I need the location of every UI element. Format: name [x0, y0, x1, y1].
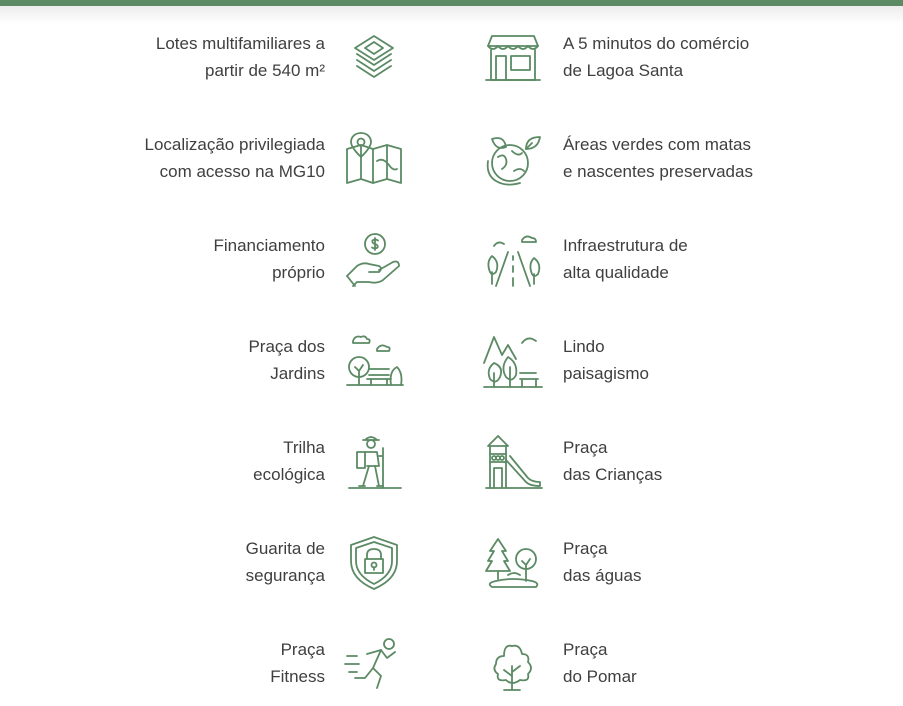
feature-label: Áreas verdes com matas e nascentes preservadas [563, 135, 753, 181]
park-bench-icon [343, 333, 405, 389]
feature-label: Trilha ecológica [253, 438, 325, 484]
hiker-icon [343, 434, 405, 490]
feature-row [0, 636, 903, 706]
header-shadow [0, 6, 903, 24]
store-icon [482, 30, 544, 86]
feature-row [0, 131, 903, 201]
feature-row [0, 434, 903, 504]
feature-row [0, 535, 903, 605]
feature-label: Praça Fitness [270, 640, 325, 686]
feature-label: Praça das Crianças [563, 438, 663, 484]
landscape-icon [482, 333, 544, 389]
feature-label: Localização privilegiada com acesso na MG10 [144, 135, 325, 181]
feature-label: Financiamento próprio [213, 236, 325, 282]
shield-lock-icon [343, 535, 405, 591]
feature-label: Praça do Pomar [563, 640, 637, 686]
playground-icon [482, 434, 544, 490]
tree-icon [482, 636, 544, 692]
feature-label: A 5 minutos do comércio de Lagoa Santa [563, 34, 750, 80]
feature-label: Praça dos Jardins [248, 337, 325, 383]
feature-label: Guarita de segurança [245, 539, 325, 585]
map-pin-icon [343, 131, 405, 187]
runner-icon [343, 636, 405, 692]
road-icon [482, 232, 544, 288]
feature-label: Praça das águas [563, 539, 642, 585]
feature-row [0, 333, 903, 403]
feature-row [0, 30, 903, 100]
feature-label: Lindo paisagismo [563, 337, 649, 383]
feature-row [0, 232, 903, 302]
globe-leaf-icon [482, 131, 544, 187]
layers-icon [343, 30, 405, 86]
fountain-park-icon [482, 535, 544, 591]
hand-coin-icon [343, 232, 405, 288]
feature-label: Lotes multifamiliares a partir de 540 m² [155, 34, 325, 80]
feature-label: Infraestrutura de alta qualidade [563, 236, 688, 282]
